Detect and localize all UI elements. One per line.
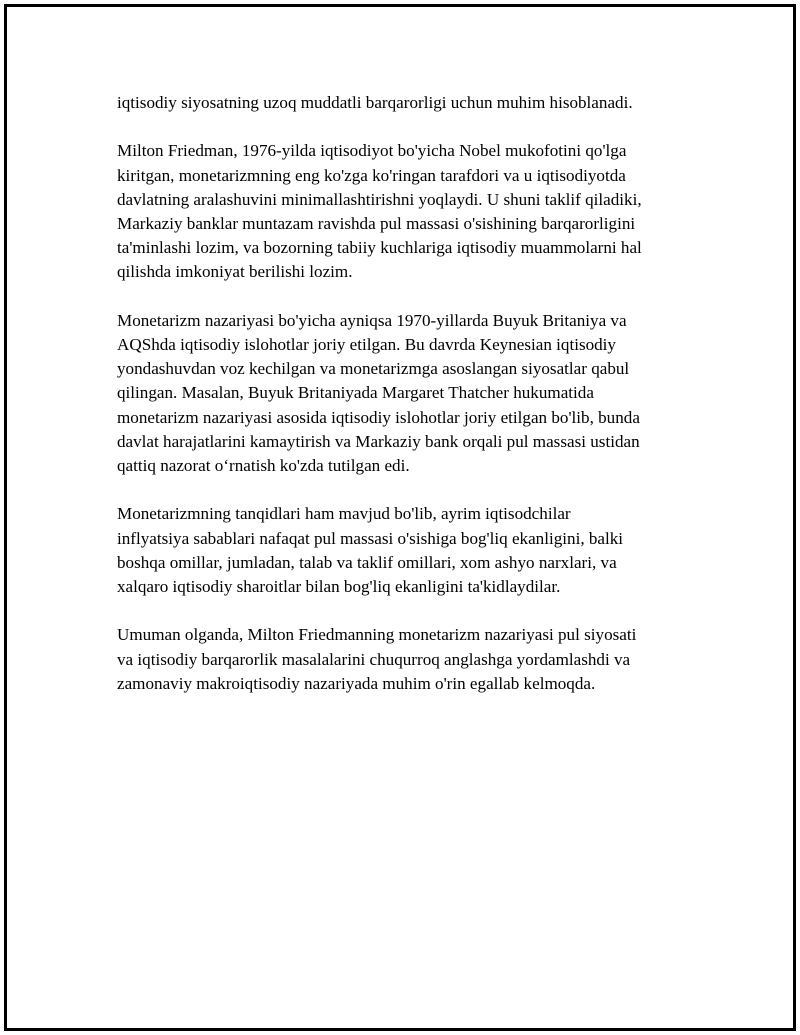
document-body <box>117 91 697 720</box>
paragraph-friedman: Milton Friedman, 1976-yilda iqtisodiyot bo'yicha Nobel mukofotini qo'lga kiritgan, monetarizmning eng ko'zga ko'ringan tarafdori va u iqtisodiyotda davlatning aralashuvini minimallashtirishni yoqlaydi. U shuni taklif qiladiki, Markaziy banklar muntazam ravishda pul massasi o'sishining barqarorligini ta'minlashi lozim, va bozorning tabiiy kuchlariga iqtisodiy muammolarni hal qilishda imkoniyat berilishi lozim. <box>117 141 642 282</box>
paragraph-conclusion: Umuman olganda, Milton Friedmanning monetarizm nazariyasi pul siyosati va iqtisodiy barqarorlik masalalarini chuqurroq anglashga yordamlashdi va zamonaviy makroiqtisodiy nazariyada muhim o'rin egallab kelmoqda. <box>117 625 637 693</box>
paragraph-reforms: Monetarizm nazariyasi bo'yicha ayniqsa 1970-yillarda Buyuk Britaniya va AQShda iqtisodiy islohotlar joriy etilgan. Bu davrda Keynesian iqtisodiy yondashuvdan voz kechilgan va monetarizmga asoslangan siyosatlar qabul qilingan. Masalan, Buyuk Britaniyada Margaret Thatcher hukumatida monetarizm nazariyasi asosida iqtisodiy islohotlar joriy etilgan bo'lib, bunda davlat harajatlarini kamaytirish va Markaziy bank orqali pul massasi ustidan qattiq nazorat o‘rnatish ko'zda tutilgan edi. <box>117 310 640 476</box>
paragraph-criticism: Monetarizmning tanqidlari ham mavjud bo'lib, ayrim iqtisodchilar inflyatsiya sabablari nafaqat pul massasi o'sishiga bog'liq ekanligini, balki boshqa omillar, jumladan, talab va taklif omillari, xom ashyo narxlari, va xalqaro iqtisodiy sharoitlar bilan bog'liq ekanligini ta'kidlaydilar. <box>117 504 624 597</box>
paragraph-continuation: iqtisodiy siyosatning uzoq muddatli barqarorligi uchun muhim hisoblanadi. <box>117 93 633 112</box>
